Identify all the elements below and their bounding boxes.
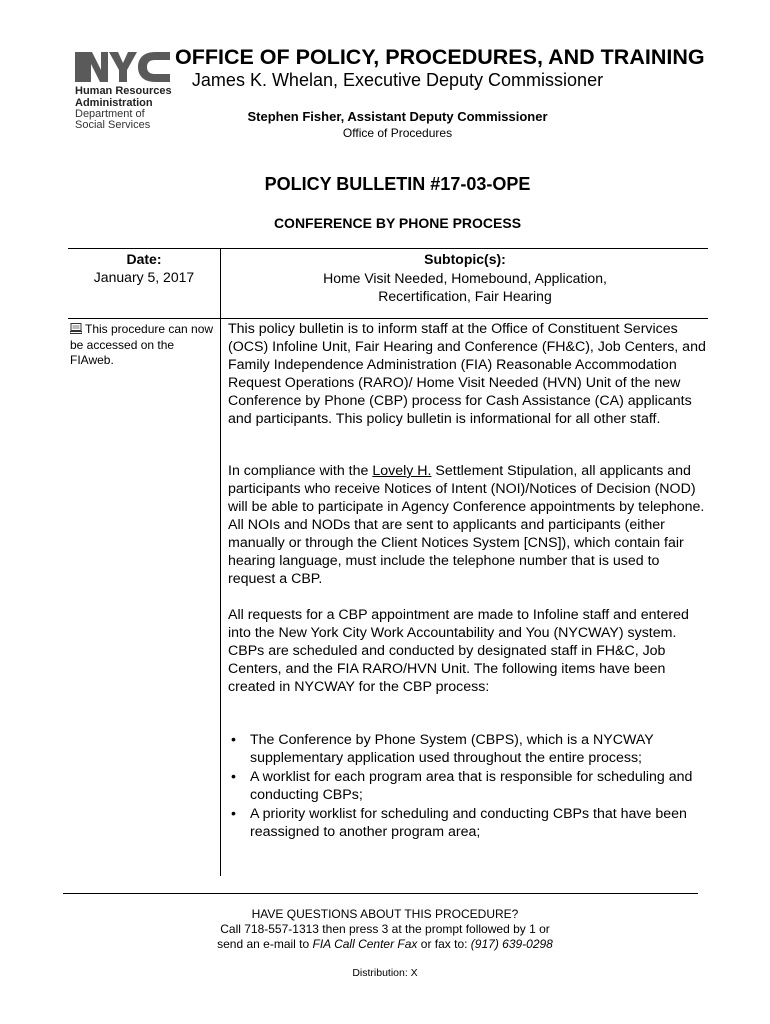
bullet-icon: •: [231, 732, 236, 748]
email-target: FIA Call Center Fax: [312, 937, 418, 951]
subtopic-line1: Home Visit Needed, Homebound, Application,: [323, 270, 607, 286]
body-paragraph-2: [228, 462, 708, 588]
bullet-icon: •: [231, 769, 236, 785]
subtopic-label: Subtopic(s):: [424, 251, 506, 267]
side-note: [70, 322, 218, 368]
bulletin-topic: CONFERENCE BY PHONE PROCESS: [273, 215, 522, 231]
date-label: Date:: [126, 251, 162, 267]
meta-top-rule: [68, 248, 708, 249]
org-name-line2: Administration: [75, 97, 153, 109]
dept-name-line2: Social Services: [75, 119, 151, 131]
column-divider: [220, 248, 221, 876]
nyc-logo-icon: [75, 50, 171, 84]
body-paragraph-1: This policy bulletin is to inform staff at the Office of Constituent Services (OCS) Infoline Unit, Fair Hearing and Conference (FH&C), Job Centers, and Family Independence Administration (FIA) Reasonable Accommodation Request Operations (RARO)/ Home Visit Needed (HVN) Unit of the new Conference by Phone (CBP) process for Cash Assistance (CA) applicants and participants. This policy bulletin is informational for all other staff.: [228, 321, 706, 427]
subtopic-line2: Recertification, Fair Hearing: [378, 288, 552, 304]
cbp-items-list: [228, 731, 708, 842]
side-note-text: This procedure can now be accessed on the FIAweb.: [70, 322, 214, 367]
footer-question: HAVE QUESTIONS ABOUT THIS PROCEDURE?: [251, 907, 519, 921]
assistant-commissioner: Stephen Fisher, Assistant Deputy Commissioner: [247, 109, 548, 124]
footer-call: Call 718-557-1313 then press 3 at the prompt followed by 1 or: [220, 922, 550, 936]
assistant-office: Office of Procedures: [342, 126, 453, 140]
bullet-icon: •: [231, 806, 236, 822]
office-title: OFFICE OF POLICY, PROCEDURES, AND TRAINING: [175, 45, 705, 69]
list-item: • A worklist for each program area that is responsible for scheduling and conducting CBPs;: [231, 769, 693, 803]
meta-bottom-rule: [68, 318, 708, 319]
list-item: • A priority worklist for scheduling and conducting CBPs that have been reassigned to another program area;: [231, 806, 687, 840]
body-paragraph-3: All requests for a CBP appointment are made to Infoline staff and entered into the New York City Work Accountability and You (NYCWAY) system. CBPs are scheduled and conducted by designated staff in FH&C, Job Centers, and the FIA RARO/HVN Unit. The following items have been created in NYCWAY for the CBP process:: [228, 607, 689, 695]
dept-name-line1: Department of: [75, 108, 145, 120]
distribution: Distribution: X: [352, 967, 418, 979]
p2-lead: In compliance with the: [228, 463, 373, 479]
bulletin-number: POLICY BULLETIN #17-03-OPE: [264, 174, 531, 194]
footer-contact: send an e-mail to FIA Call Center Fax or fax to: (917) 639-0298: [217, 937, 553, 951]
org-name-line1: Human Resources: [75, 85, 172, 97]
p2-rest: Settlement Stipulation, all applicants and participants who receive Notices of Intent (NOI)/Notices of Decision (NOD) will be able to participate in Agency Conference appointments by telephone. All NOIs and NODs that are sent to applicants and participants (either manually or through the Client Notices System [CNS]), which contain fair hearing language, must include the telephone number that is used to request a CBP.: [228, 463, 705, 587]
fax-number: (917) 639-0298: [470, 937, 553, 951]
subtopic-value: [222, 269, 708, 305]
footer-rule: [63, 893, 698, 894]
lovely-h-reference: Lovely H.: [372, 463, 432, 479]
date-value: January 5, 2017: [93, 269, 195, 285]
list-item: • The Conference by Phone System (CBPS), which is a NYCWAY supplementary application used throughout the entire process;: [231, 732, 654, 766]
commissioner-line: James K. Whelan, Executive Deputy Commissioner: [191, 70, 604, 90]
nyc-hra-logo: [75, 50, 185, 131]
computer-icon: [70, 323, 82, 338]
